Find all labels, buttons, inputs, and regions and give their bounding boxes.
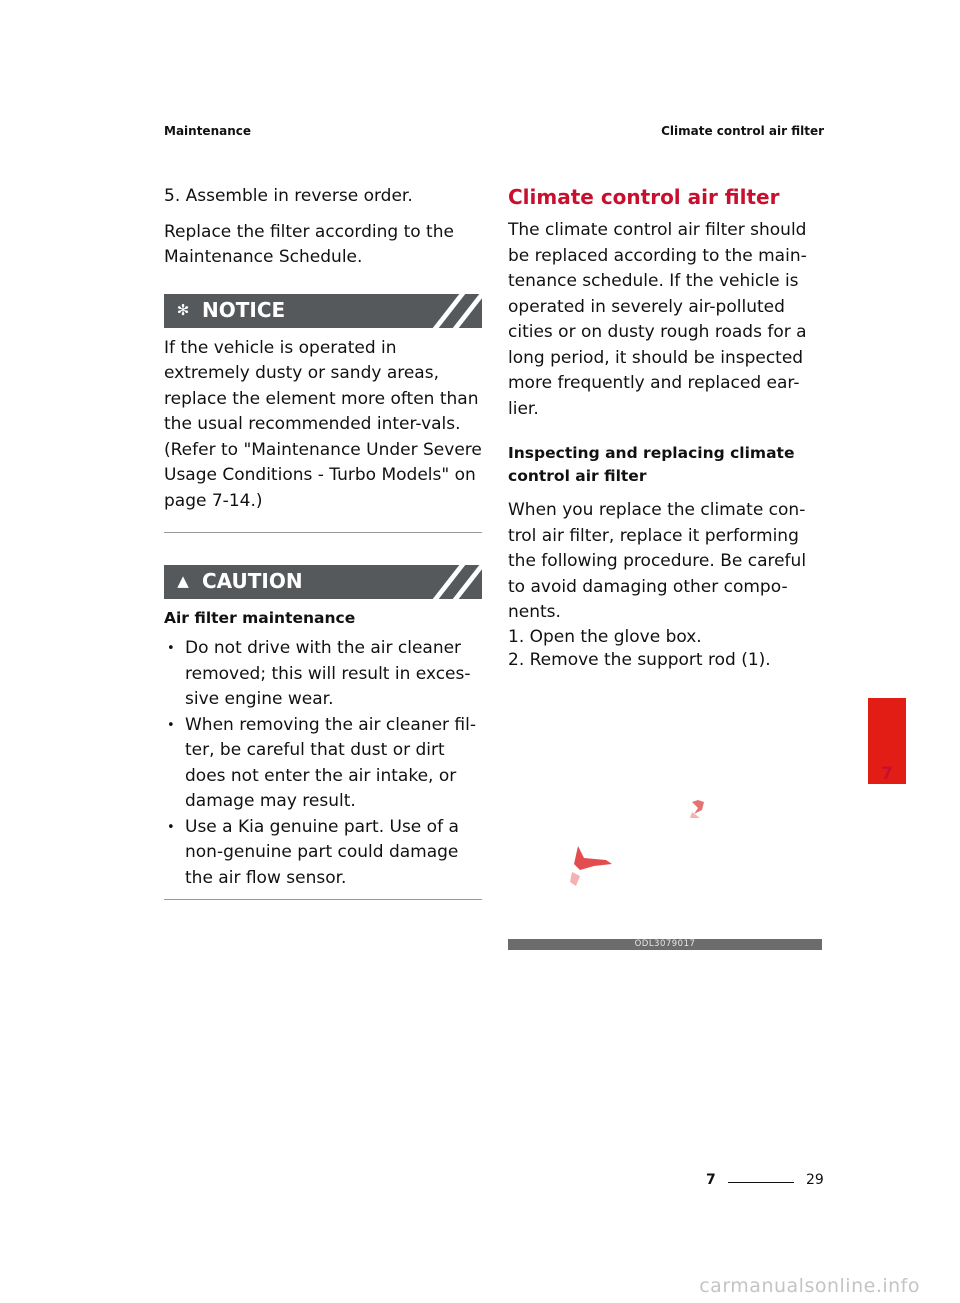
caution-title: CAUTION	[202, 569, 303, 594]
banner-slash-decoration	[428, 565, 470, 599]
procedure-intro: When you replace the climate con-trol air filter, replace it performing the following procedure. Be careful to avoid damaging other compo-nents.	[508, 500, 807, 622]
footer-chapter-number: 7	[706, 1172, 716, 1188]
watermark: carmanualsonline.info	[699, 1275, 920, 1297]
figure-illustration	[508, 700, 822, 938]
banner-slash-decoration	[428, 294, 470, 328]
procedure-step: 1. Open the glove box.	[508, 626, 702, 647]
caution-heading: Air filter maintenance	[164, 609, 356, 627]
notice-title: NOTICE	[202, 297, 286, 322]
warning-triangle-icon: ▲	[177, 572, 189, 591]
intro-paragraph: The climate control air filter should be replaced according to the main-tenance schedule. If the vehicle is operated in severely air-polluted cities or on dusty rough roads for a long period, it should be inspected more frequently and replaced ear-lier.	[508, 220, 807, 419]
notice-body: If the vehicle is operated in extremely dusty or sandy areas, replace the element more often than the usual recommended inter-vals. (Refer to "Maintenance Under Severe Usage Conditions - Turbo Models" on page 7-14.)	[164, 337, 482, 511]
divider	[164, 899, 482, 900]
left-column	[164, 184, 482, 900]
snowflake-icon: ✻	[176, 300, 190, 319]
figure-caption: ODL3079017	[508, 939, 822, 950]
replace-filter-text: Replace the filter according to the Maintenance Schedule.	[164, 221, 454, 267]
header-section-label: Maintenance	[164, 124, 252, 138]
list-item: • Use a Kia genuine part. Use of a non-genuine part could damage the air flow sensor.	[164, 815, 482, 892]
glove-box-figure	[508, 700, 822, 950]
procedure-step: 2. Remove the support rod (1).	[508, 649, 771, 670]
footer-page-number: 29	[806, 1172, 824, 1188]
list-item: • Do not drive with the air cleaner removed; this will result in exces-sive engine wear.	[164, 636, 482, 713]
list-item: • When removing the air cleaner fil-ter, be careful that dust or dirt does not enter the air intake, or damage may result.	[164, 713, 482, 815]
header-topic-label: Climate control air filter	[661, 124, 824, 138]
banner-slash-decoration	[448, 565, 482, 599]
notice-banner	[164, 294, 482, 328]
procedure-subheading: Inspecting and replacing climate control air filter	[508, 444, 795, 485]
chapter-tab-number: 7	[881, 764, 893, 784]
banner-slash-decoration	[448, 294, 482, 328]
right-column	[508, 184, 824, 672]
step-5-text: 5. Assemble in reverse order.	[164, 186, 413, 206]
caution-banner	[164, 565, 482, 599]
section-title: Climate control air filter	[508, 185, 780, 209]
caution-list	[164, 636, 482, 891]
footer-rule	[728, 1182, 794, 1183]
